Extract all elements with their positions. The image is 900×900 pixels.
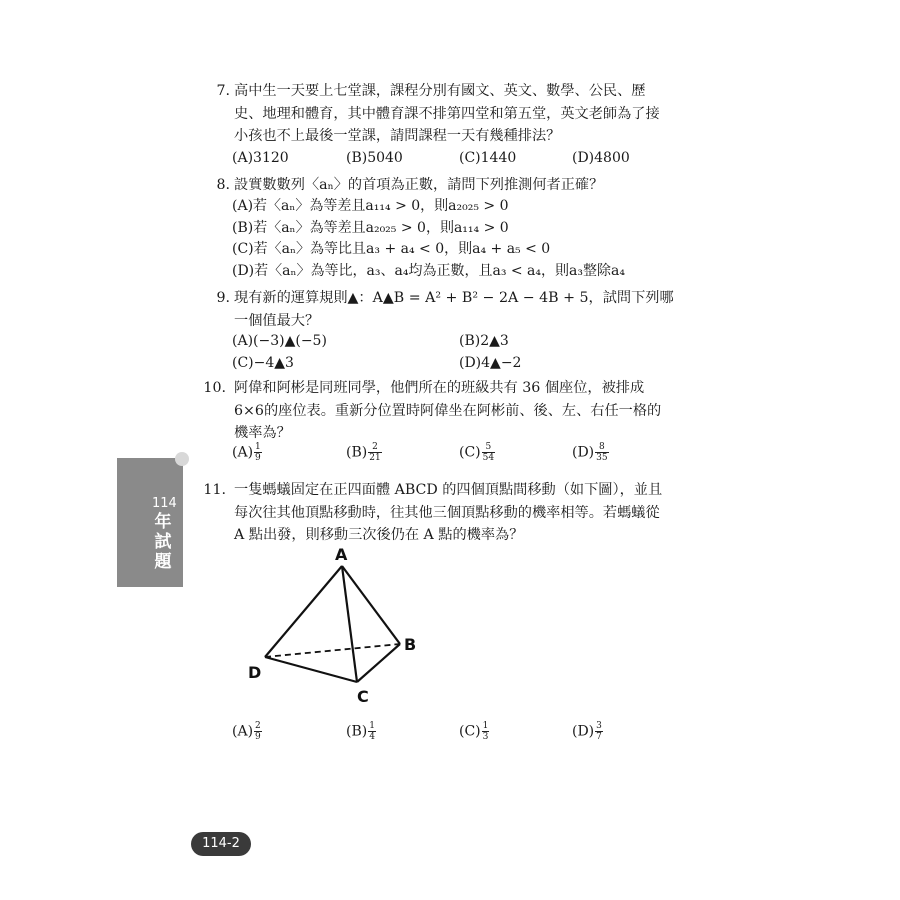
- side-tab-dot: [175, 452, 189, 466]
- question-line: 小孩也不上最後一堂課，請問課程一天有幾種排法？: [234, 128, 561, 144]
- edge-ad: [265, 566, 342, 657]
- question-line: 每次往其他頂點移動時，往其他三個頂點移動的機率相等。若螞蟻從: [234, 504, 660, 521]
- fraction: $\frac{8}{35}$: [596, 442, 608, 463]
- question-11: [203, 479, 694, 547]
- question-line: 一隻螞蟻固定在正四面體 ABCD 的四個頂點間移動（如下圖），並且: [234, 482, 663, 498]
- vertex-label-a: A: [335, 545, 348, 564]
- question-number: 10.: [203, 380, 226, 396]
- fraction: $\frac{1}{9}$: [255, 442, 261, 463]
- option-a[interactable]: (A)(−3)▲(−5): [232, 333, 327, 349]
- option-c[interactable]: (C)1440: [459, 150, 517, 166]
- fraction: $\frac{3}{7}$: [596, 721, 602, 742]
- option-a[interactable]: (A)若〈aₙ〉為等差且a₁₁₄ > 0，則a₂₀₂₅ > 0: [232, 198, 509, 214]
- option-c[interactable]: (C) $\frac{5}{54}$: [459, 442, 495, 463]
- question-10: [203, 377, 694, 445]
- question-line: 高中生一天要上七堂課，課程分別有國文、英文、數學、公民、歷: [234, 83, 646, 99]
- option-b[interactable]: (B) $\frac{2}{21}$: [346, 442, 381, 463]
- question-number: 11.: [203, 482, 226, 498]
- option-d[interactable]: (D)若〈aₙ〉為等比，a₃、a₄均為正數，且a₃ < a₄，則a₃整除a₄: [232, 262, 625, 279]
- question-number: 9.: [216, 290, 230, 306]
- question-stem: 設實數數列〈aₙ〉的首項為正數，請問下列推測何者正確？: [234, 177, 604, 193]
- question-9: [214, 287, 694, 332]
- option-b[interactable]: (B)5040: [346, 150, 403, 166]
- question-line: 機率為？: [234, 425, 291, 441]
- vertex-label-b: B: [404, 635, 417, 654]
- side-tab: [117, 458, 183, 587]
- edge-db-hidden: [265, 644, 400, 657]
- page-number-badge: 114-2: [191, 832, 251, 856]
- option-c[interactable]: (C)−4▲3: [232, 355, 294, 371]
- question-line: 現有新的運算規則▲：A▲B = A² + B² − 2A − 4B + 5，試問下列哪: [234, 290, 674, 306]
- option-b[interactable]: (B)2▲3: [459, 333, 509, 349]
- fraction: $\frac{2}{9}$: [255, 721, 261, 742]
- vertex-label-c: C: [357, 687, 369, 706]
- option-d[interactable]: (D)4800: [572, 150, 630, 166]
- option-a[interactable]: (A)3120: [232, 150, 289, 166]
- fraction: $\frac{1}{4}$: [369, 721, 375, 742]
- question-line: 6×6的座位表。重新分位置時阿偉坐在阿彬前、後、左、右任一格的: [234, 402, 662, 419]
- option-d[interactable]: (D) $\frac{8}{35}$: [572, 442, 608, 463]
- question-7: [214, 80, 694, 148]
- question-8: [214, 174, 694, 197]
- question-line: 一個值最大？: [234, 312, 320, 329]
- side-tab-label: 年試題: [154, 512, 172, 572]
- fraction: $\frac{1}{3}$: [482, 721, 489, 742]
- options-q8: [232, 196, 625, 282]
- option-d[interactable]: (D) $\frac{3}{7}$: [572, 721, 602, 742]
- option-b[interactable]: (B) $\frac{1}{4}$: [346, 721, 375, 742]
- edge-cb: [357, 644, 400, 682]
- option-a[interactable]: (A) $\frac{1}{9}$: [232, 442, 261, 463]
- question-line: A 點出發，則移動三次後仍在 A 點的機率為？: [234, 527, 524, 543]
- fraction: $\frac{5}{54}$: [482, 442, 495, 463]
- option-c[interactable]: (C)若〈aₙ〉為等比且a₃ + a₄ < 0，則a₄ + a₅ < 0: [232, 241, 551, 257]
- question-line: 阿偉和阿彬是同班同學，他們所在的班級共有 36 個座位，被排成: [234, 380, 645, 396]
- question-number: 8.: [216, 177, 230, 193]
- option-c[interactable]: (C) $\frac{1}{3}$: [459, 721, 489, 742]
- edge-dc: [265, 657, 357, 682]
- side-tab-year: 114: [152, 496, 177, 511]
- option-b[interactable]: (B)若〈aₙ〉為等差且a₂₀₂₅ > 0，則a₁₁₄ > 0: [232, 219, 509, 236]
- tetrahedron-figure: [240, 540, 430, 710]
- question-line: 史、地理和體育，其中體育課不排第四堂和第五堂，英文老師為了接: [234, 105, 660, 122]
- question-number: 7.: [216, 83, 230, 99]
- option-a[interactable]: (A) $\frac{2}{9}$: [232, 721, 261, 742]
- vertex-label-d: D: [248, 663, 262, 682]
- option-d[interactable]: (D)4▲−2: [459, 355, 522, 371]
- fraction: $\frac{2}{21}$: [369, 442, 381, 463]
